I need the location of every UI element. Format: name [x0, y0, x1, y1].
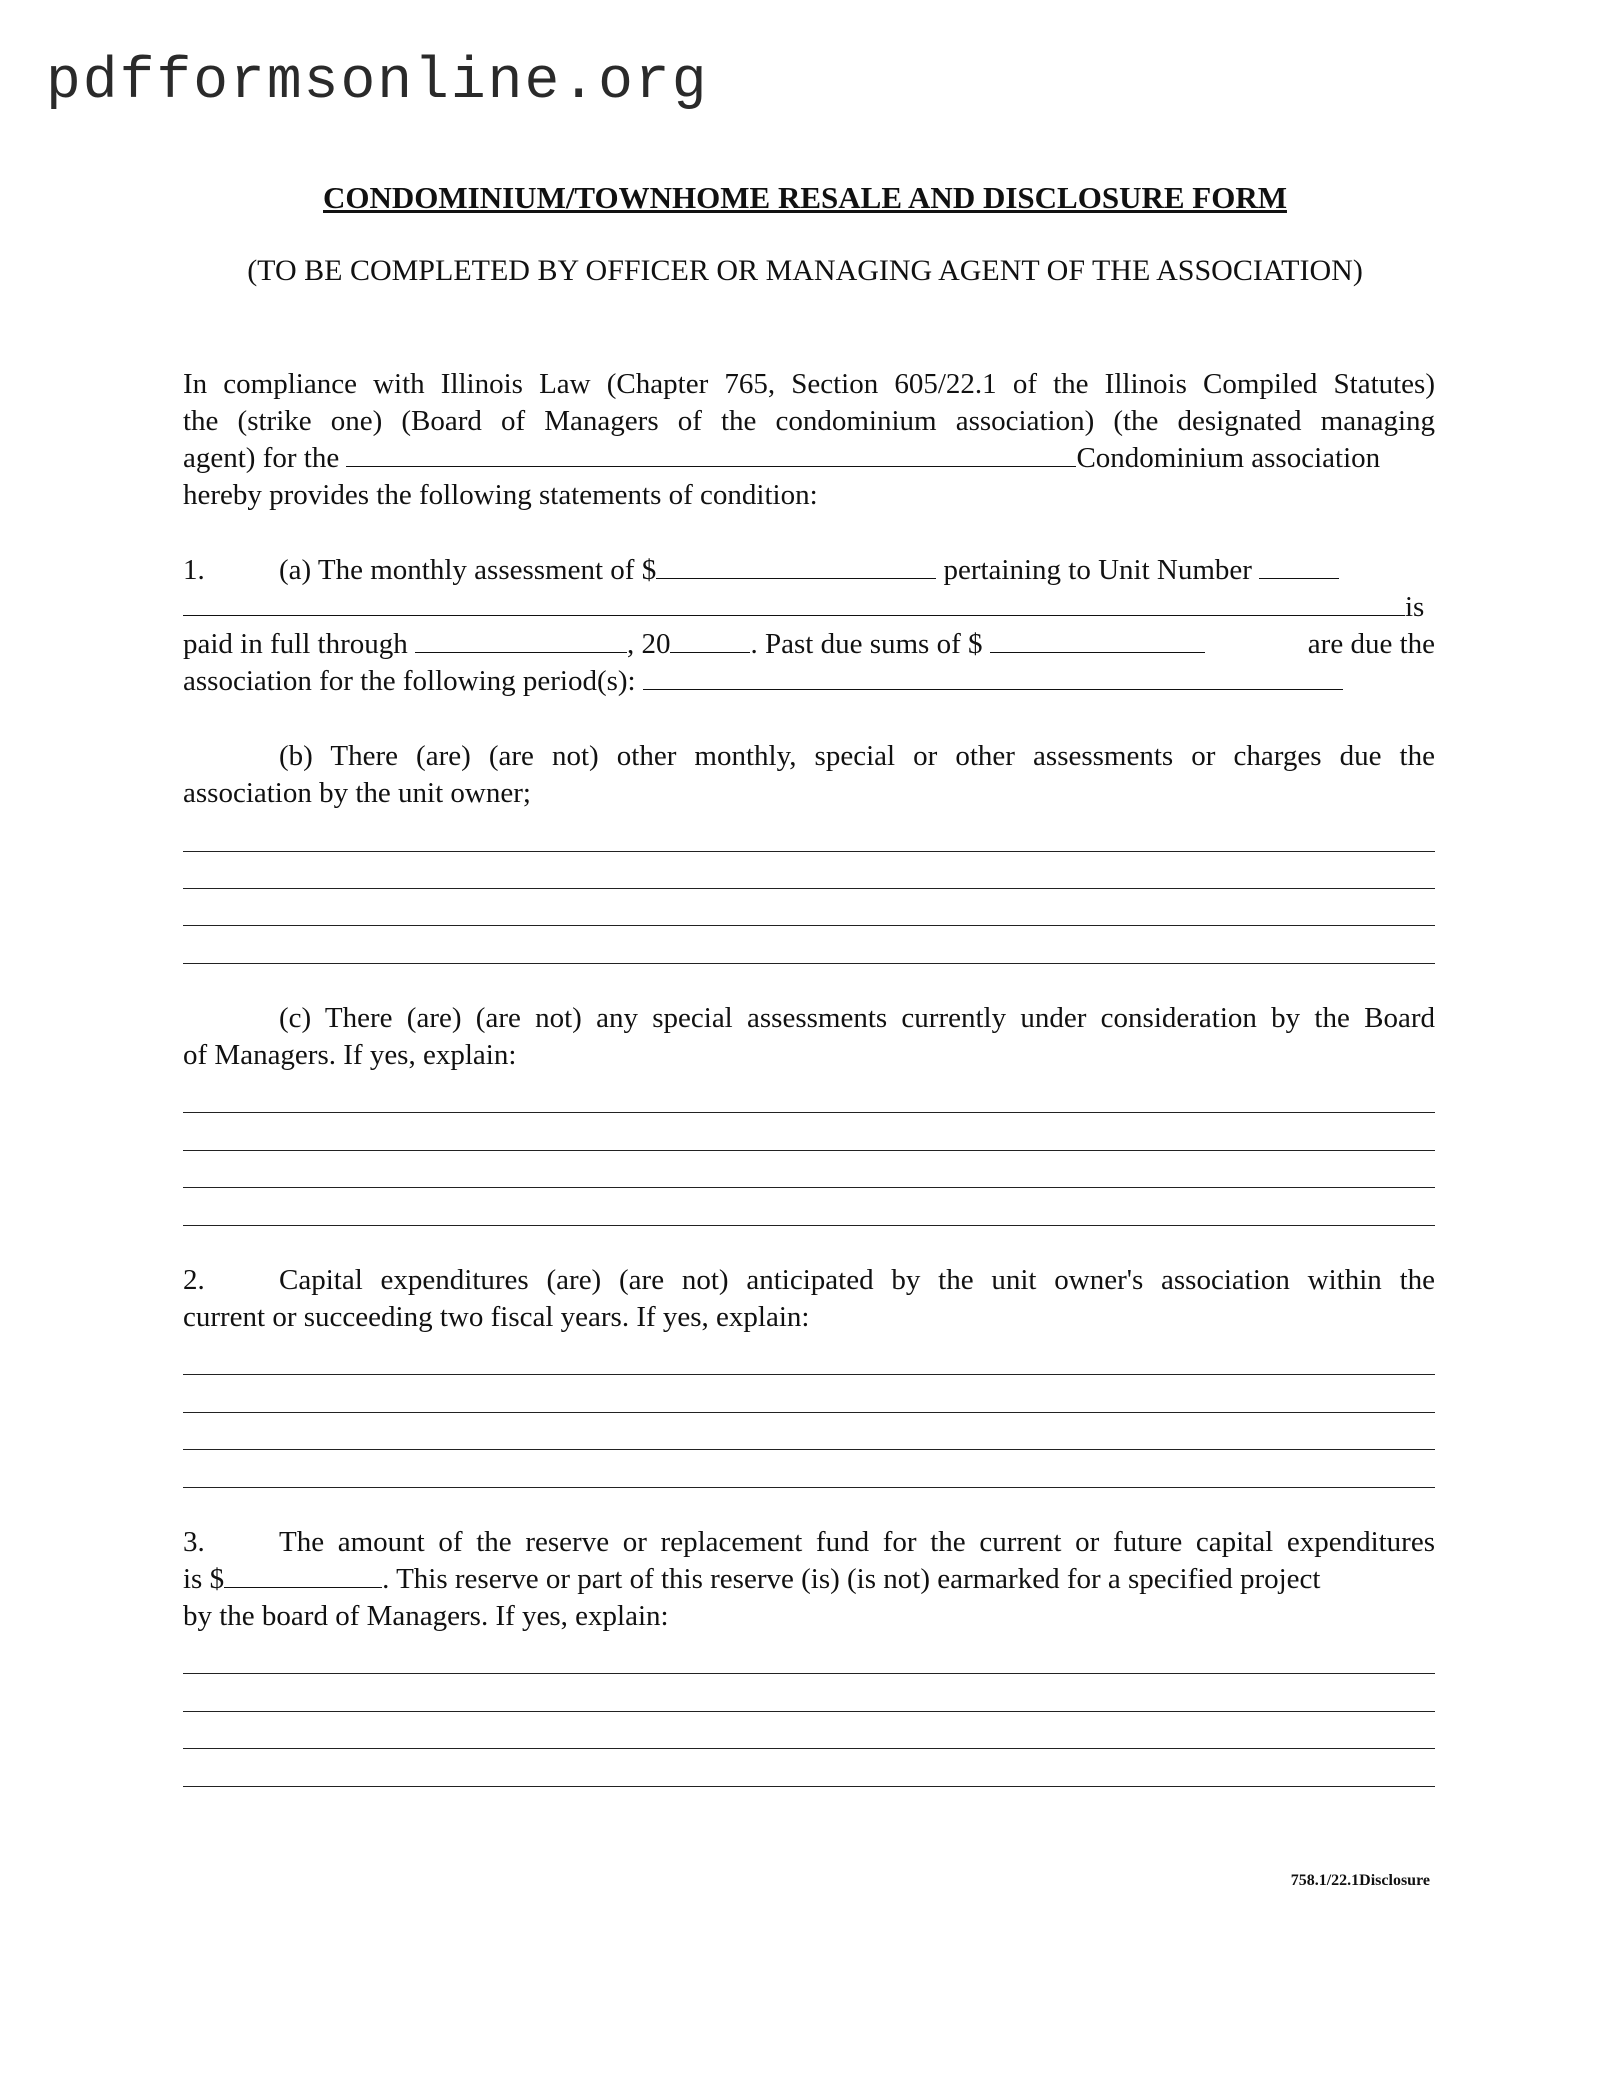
reserve-amount-field[interactable]: [224, 1563, 382, 1588]
item-3-reserve-label: is $: [183, 1563, 225, 1595]
item-1c-answer-line[interactable]: [183, 1150, 1435, 1151]
item-1a-line-3: [183, 626, 1435, 663]
year-field[interactable]: [670, 628, 750, 653]
item-3-answer-line[interactable]: [183, 1673, 1435, 1674]
periods-field[interactable]: [643, 665, 1343, 690]
intro-line-1: In compliance with Illinois Law (Chapter 765, Section 605/22.1 of the Illinois Compiled Statutes): [183, 368, 1435, 400]
item-3-line-3: by the board of Managers. If yes, explain:: [183, 1600, 669, 1632]
item-1a-line-2: [183, 589, 1435, 626]
item-1b-answer-line[interactable]: [183, 963, 1435, 964]
item-2-text: Capital expenditures (are) (are not) anticipated by the unit owner's association within the: [279, 1264, 1435, 1296]
item-1a-due-label: are due the: [1307, 628, 1435, 660]
item-1c-text: (c) There (are) (are not) any special assessments currently under consideration by the Board: [279, 1002, 1435, 1034]
item-2-answer-line[interactable]: [183, 1374, 1435, 1375]
item-1b-answer-line[interactable]: [183, 888, 1435, 889]
intro-line-3-start: agent) for the: [183, 442, 340, 474]
association-name-field[interactable]: [346, 442, 1076, 467]
item-1a-pastdue-label: . Past due sums of $: [750, 628, 983, 660]
item-2-answer-line[interactable]: [183, 1412, 1435, 1413]
item-1a-line-4: [183, 663, 1435, 700]
item-1a-line-1: [183, 552, 1435, 589]
item-1a: [183, 552, 1435, 700]
item-2: [183, 1262, 1435, 1336]
item-1c: [183, 1000, 1435, 1074]
item-3-line-2: [183, 1561, 1435, 1598]
item-3-answer-line[interactable]: [183, 1748, 1435, 1749]
item-2-answer-line[interactable]: [183, 1487, 1435, 1488]
item-1c-answer-line[interactable]: [183, 1112, 1435, 1113]
item-2-number: 2.: [183, 1264, 205, 1296]
item-1c-answer-line[interactable]: [183, 1225, 1435, 1226]
item-1b-answer-line[interactable]: [183, 851, 1435, 852]
item-1b-answer-line[interactable]: [183, 925, 1435, 926]
unit-number-field[interactable]: [1259, 554, 1339, 579]
item-1a-assessment-label: (a) The monthly assessment of $: [279, 554, 657, 586]
watermark: pdfformsonline.org: [46, 50, 709, 115]
intro-line-3-end: Condominium association: [1076, 442, 1381, 474]
intro-line-4: hereby provides the following statements of condition:: [183, 479, 818, 511]
form-code: 758.1/22.1Disclosure: [1290, 1872, 1430, 1889]
item-1b: [183, 738, 1435, 812]
item-1a-paid-label: paid in full through: [183, 628, 408, 660]
item-2-answer-line[interactable]: [183, 1449, 1435, 1450]
item-1b-line-1: [183, 738, 1435, 775]
past-due-field[interactable]: [990, 628, 1205, 653]
item-3: [183, 1524, 1435, 1635]
intro-line-3: [183, 440, 1435, 477]
unit-number-continued-field[interactable]: [183, 591, 1405, 616]
item-1a-is: is: [1405, 591, 1425, 623]
item-1a-periods-label: association for the following period(s):: [183, 665, 636, 697]
item-1-number: 1.: [183, 554, 205, 586]
form-subtitle: (TO BE COMPLETED BY OFFICER OR MANAGING AGENT OF THE ASSOCIATION): [247, 254, 1363, 287]
paid-through-field[interactable]: [415, 628, 627, 653]
item-3-earmark-text: . This reserve or part of this reserve (is) (is not) earmarked for a specified project: [382, 1563, 1321, 1595]
item-3-line-1: [183, 1524, 1435, 1561]
monthly-assessment-field[interactable]: [656, 554, 936, 579]
item-3-text: The amount of the reserve or replacement fund for the current or future capital expenditures: [279, 1526, 1435, 1558]
intro-paragraph: [183, 366, 1435, 514]
item-1c-line-2: of Managers. If yes, explain:: [183, 1039, 517, 1071]
item-3-number: 3.: [183, 1526, 205, 1558]
item-1b-line-2: association by the unit owner;: [183, 777, 531, 809]
item-2-line-2: current or succeeding two fiscal years. If yes, explain:: [183, 1301, 810, 1333]
item-1b-text: (b) There (are) (are not) other monthly, special or other assessments or charges due the: [279, 740, 1435, 772]
form-title: CONDOMINIUM/TOWNHOME RESALE AND DISCLOSURE FORM: [323, 180, 1287, 215]
item-3-answer-line[interactable]: [183, 1786, 1435, 1787]
item-3-answer-line[interactable]: [183, 1711, 1435, 1712]
item-1c-line-1: [183, 1000, 1435, 1037]
item-1a-unit-label: pertaining to Unit Number: [943, 554, 1252, 586]
item-2-line-1: [183, 1262, 1435, 1299]
item-1c-answer-line[interactable]: [183, 1187, 1435, 1188]
intro-line-2: the (strike one) (Board of Managers of the condominium association) (the designated managing: [183, 405, 1435, 437]
item-1a-year-label: , 20: [626, 628, 671, 660]
